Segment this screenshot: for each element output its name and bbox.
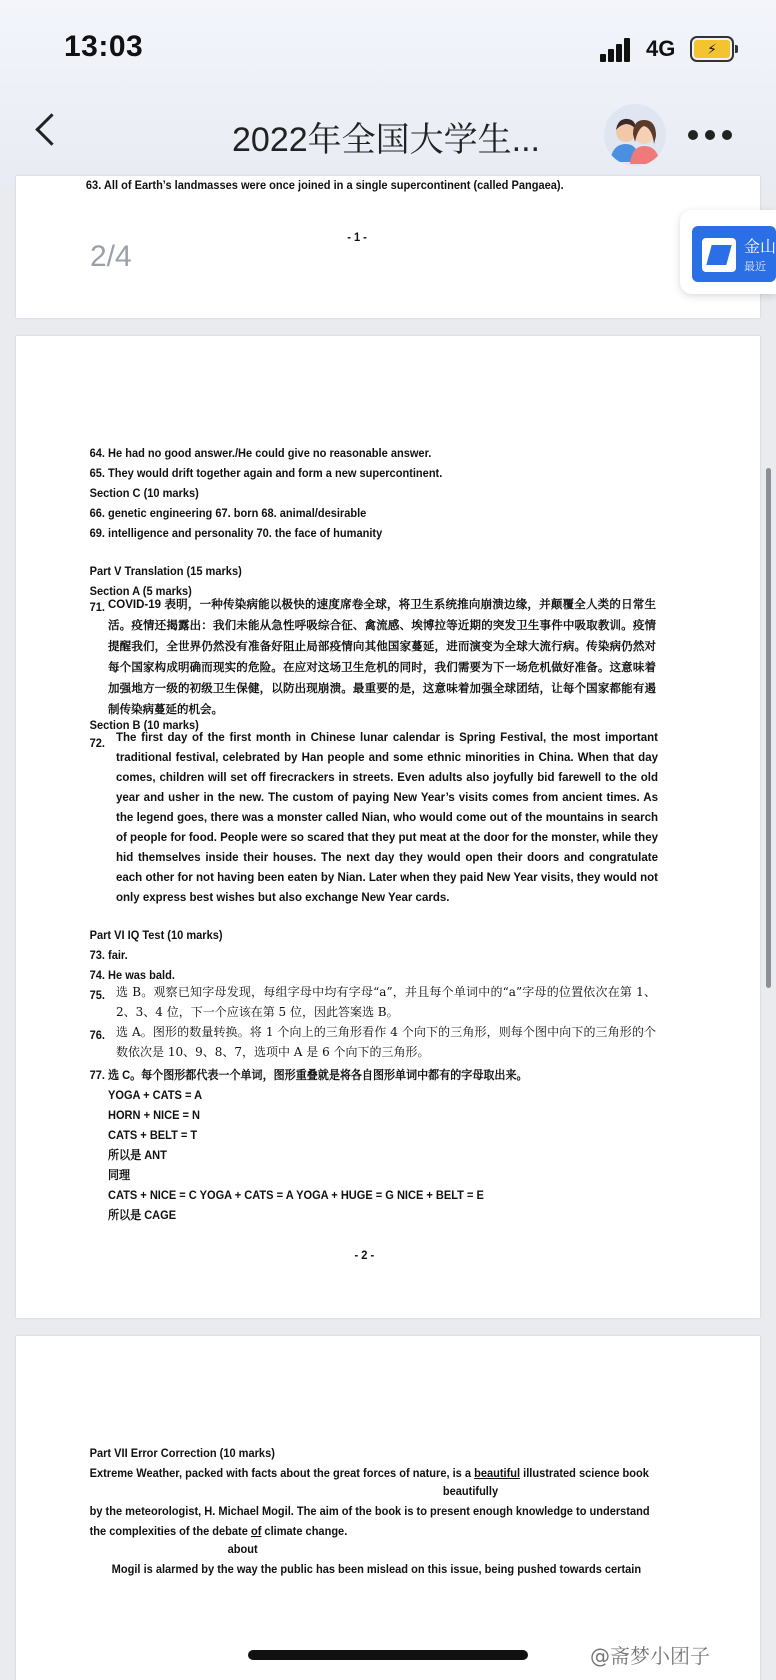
back-icon[interactable] [30, 110, 70, 154]
equation-1: YOGA + CATS = A [108, 1088, 203, 1102]
answer-71-text [108, 594, 656, 720]
error-word-1: beautiful [474, 1466, 521, 1480]
battery-charging-icon: ⚡ [690, 36, 734, 62]
error-line-3-end: climate change. [261, 1524, 348, 1538]
kdocs-logo-icon [702, 238, 736, 272]
nav-bar [0, 96, 776, 180]
error-line-4: Mogil is alarmed by the way the public has been mislead on this issue, being pushed towards certain [111, 1562, 642, 1576]
page-footer-2: - 2 - [354, 1248, 375, 1262]
signal-icon [600, 38, 638, 62]
part-vi-heading: Part VI IQ Test (10 marks) [89, 928, 223, 942]
equation-3: CATS + BELT = T [108, 1128, 198, 1142]
section-a-heading: Section A (5 marks) [89, 584, 192, 598]
floating-card-subtitle: 最近 [744, 261, 766, 273]
conclusion-cage: 所以是 CAGE [108, 1208, 177, 1222]
answer-75-text: 选 B。观察已知字母发现，每组字母中均有字母“a”，并且每个单词中的“a”字母的位置依次在第 1、2、3、4 位，下一个应该在第 5 位，因此答案选 B。 [116, 985, 656, 1019]
more-options-icon[interactable] [688, 130, 732, 140]
answer-64: 64. He had no good answer./He could give no reasonable answer. [89, 446, 432, 460]
page-indicator: 2/4 [90, 240, 132, 273]
status-bar [0, 0, 776, 96]
error-line-1 [90, 1466, 649, 1480]
answer-73: 73. fair. [89, 948, 128, 962]
scrollbar[interactable] [766, 468, 771, 988]
document-page-2 [16, 336, 760, 1318]
correction-2: about [227, 1542, 258, 1556]
part-v-heading: Part V Translation (15 marks) [89, 564, 242, 578]
answer-72-number: 72. [89, 736, 105, 750]
answer-71-number: 71. [89, 600, 105, 614]
answer-76-text: 选 A。图形的数量转换。将 1 个向上的三角形看作 4 个向下的三角形，则每个图中向下的三角形的个数依次是 10、9、8、7，选项中 A 是 6 个向下的三角形。 [116, 1025, 656, 1059]
error-line-2: by the meteorologist, H. Michael Mogil. The aim of the book is to present enough knowledge to understand [89, 1504, 650, 1518]
status-time: 13:03 [64, 30, 144, 63]
conclusion-ant: 所以是 ANT [108, 1148, 167, 1162]
floating-card-title: 金山 [744, 239, 776, 256]
answer-77: 77. 选 C。每个图形都代表一个单词，图形重叠就是将各自图形单词中都有的字母取出来。 [89, 1068, 528, 1082]
equation-4: CATS + NICE = C YOGA + CATS = A YOGA + HUGE = G NICE + BELT = E [108, 1188, 484, 1202]
error-line-3 [90, 1524, 348, 1538]
network-label: 4G [646, 36, 676, 61]
equation-2: HORN + NICE = N [108, 1108, 201, 1122]
answers-69-70: 69. intelligence and personality 70. the face of humanity [89, 526, 383, 540]
answer-65: 65. They would drift together again and form a new supercontinent. [89, 466, 443, 480]
document-page-3 [16, 1336, 760, 1680]
section-b-heading: Section B (10 marks) [89, 718, 199, 732]
part-vii-heading: Part VII Error Correction (10 marks) [89, 1446, 275, 1460]
document-title: 2022年全国大学生... [232, 121, 540, 159]
floating-app-card[interactable] [680, 210, 776, 294]
answers-66-68: 66. genetic engineering 67. born 68. animal/desirable [89, 506, 367, 520]
home-indicator[interactable] [248, 1650, 528, 1660]
page-footer-1: - 1 - [347, 230, 367, 244]
answer-71-content: COVID-19 表明，一种传染病能以极快的速度席卷全球，将卫生系统推向崩溃边缘，并颠覆全人类的日常生活。疫情还揭露出：我们未能从急性呼吸综合征、禽流感、埃博拉等近期的突发卫生事件中吸取教训。疫情提醒我们，全世界仍然没有准备好阻止局部疫情向其他国家蔓延，进而演变为全球大流行病。传染病仍然对每个国家构成明确而现实的危险。在应对这场卫生危机的同时，我们需要为下一场危机做好准备。这意味着加强地方一级的初级卫生保健，以防出现崩溃。最重要的是，这意味着加强全球团结，让每个国家都能有遏制传染病蔓延的机会。 [108, 599, 656, 716]
error-line-1-start: Extreme Weather, packed with facts about the great forces of nature, is a [89, 1466, 475, 1480]
error-line-1-end: illustrated science book [520, 1466, 649, 1480]
answer-63: 63. All of Earth’s landmasses were once joined in a single supercontinent (called Pangaea). [85, 178, 564, 192]
watermark: @斋梦小团子 [590, 1644, 710, 1668]
correction-1: beautifully [442, 1484, 499, 1498]
section-c-heading: Section C (10 marks) [89, 486, 199, 500]
error-word-2: of [250, 1524, 262, 1538]
answer-74: 74. He was bald. [89, 968, 175, 982]
likewise-label: 同理 [108, 1168, 131, 1182]
answer-72-text: The first day of the first month in Chinese lunar calendar is Spring Festival, the most important traditional festival, celebrated by Han people and some ethnic minorities in China. When that day comes, children will set off firecrackers in streets. Even adults also joyfully bid farewell to the old year and usher in the new. The custom of paying New Year’s visits comes from ancient times. As the legend goes, there was a monster called Nian, who would come out of the mountains in search of people for food. People were so scared that they put meat at the door for the monster, while they hid themselves inside their houses. The next day they would open their doors and congratulate each other for not having been eaten by Nian. Later when they paid New Year visits, they would not only express best wishes but also exchange New Year cards. [116, 732, 658, 904]
answer-76-number: 76. [89, 1028, 105, 1042]
answer-75-number: 75. [89, 988, 105, 1002]
error-line-3-start: the complexities of the debate [89, 1524, 251, 1538]
collaborators-avatar[interactable] [604, 104, 666, 166]
